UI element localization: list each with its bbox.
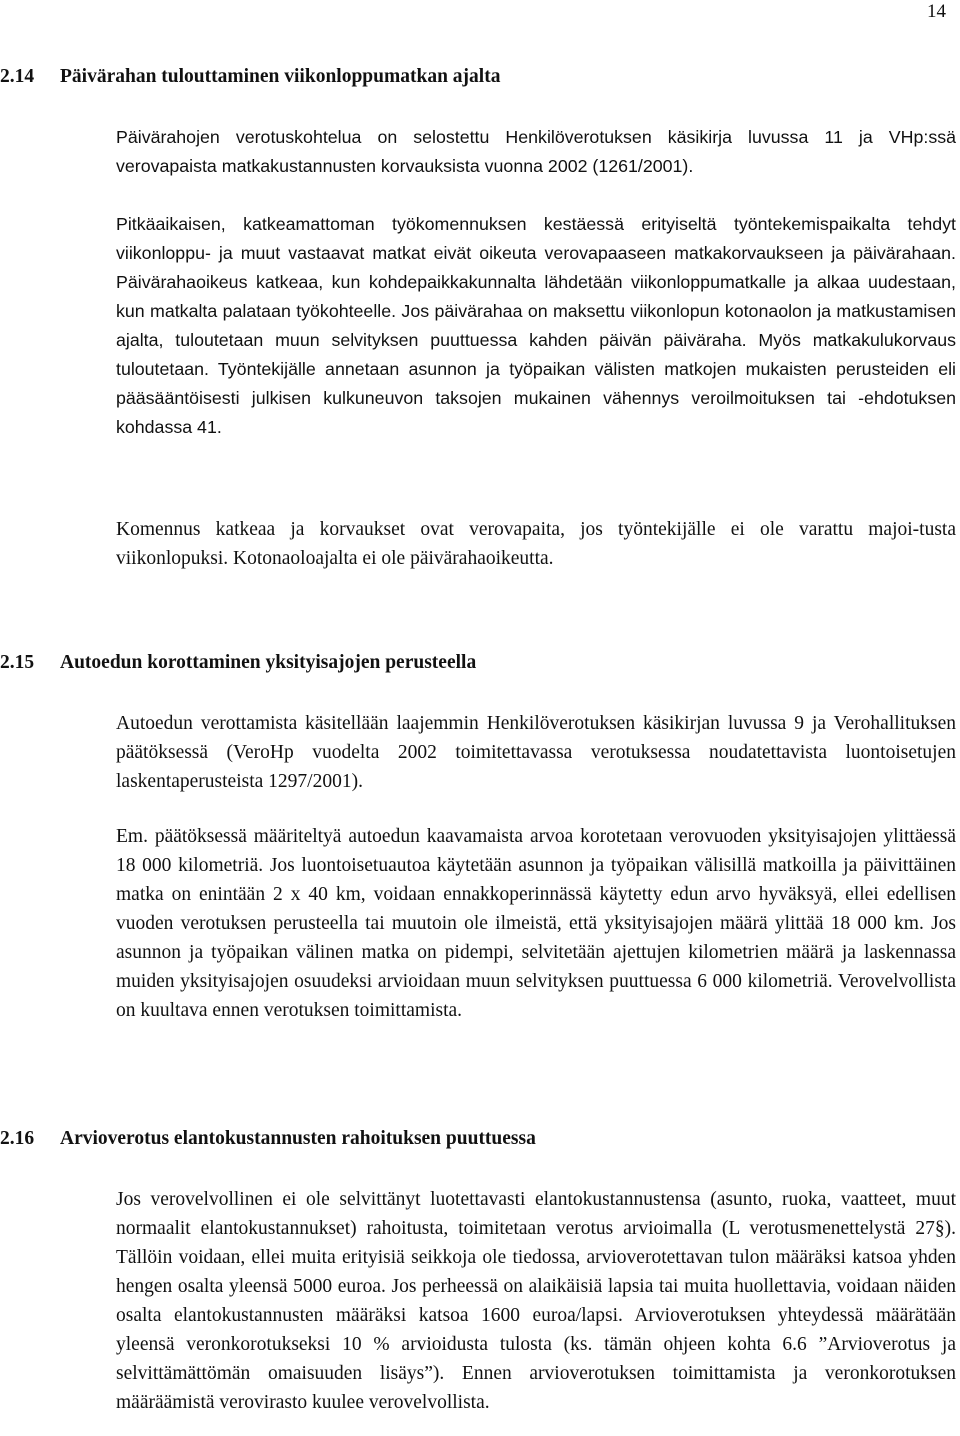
section-heading-2-14 [0, 64, 500, 90]
section-title: Arvioverotus elantokustannusten rahoituksen puuttuessa [60, 1128, 536, 1149]
section-title: Päivärahan tulouttaminen viikonloppumatkan ajalta [60, 66, 501, 87]
paragraph: Päivärahojen verotuskohtelua on selostettu Henkilöverotuksen käsikirja luvussa 11 ja VHp:ssä verovapaista matkakustannusten korvauksista vuonna 2002 (1261/2001). [116, 127, 956, 176]
section-heading-2-15 [0, 650, 476, 676]
paragraph: Jos verovelvollinen ei ole selvittänyt luotettavasti elantokustannustensa (asunto, ruoka, vaatteet, muut normaalit elantokustannukset) rahoitusta, toimitetaan verotus arvioimalla (L verotusmenettelystä 27§). Tällöin voidaan, ellei muita erityisiä seikkoja ole tiedossa, arvioverotettavan tulon määräksi katsoa yhden hengen osalta yleensä 5000 euroa. Jos perheessä on alaikäisiä lapsia tai muita huollettavia, voidaan näiden osalta elantokustannusten määräksi katsoa 1600 euroa/lapsi. Arvioverotuksen yhteydessä määrätään yleensä veronkorotukseksi 10 % arvioidusta tulosta (ks. tämän ohjeen kohta 6.6 ”Arvioverotus ja selvittämättömän omaisuuden lisäys”). Ennen arvioverotuksen toimittamista ja veronkorotuksen määräämistä verovirasto kuulee verovelvollista. [116, 1189, 956, 1413]
section-number: 2.16 [0, 1128, 35, 1149]
section-title: Autoedun korottaminen yksityisajojen perusteella [60, 652, 477, 673]
section-number: 2.15 [0, 652, 35, 673]
paragraph: Autoedun verottamista käsitellään laajemmin Henkilöverotuksen käsikirjan luvussa 9 ja Verohallituksen päätöksessä (VeroHp vuodelta 2002 toimitettavassa verotuksessa noudatettavista luontoisetujen laskentaperusteista 1297/2001). [116, 713, 956, 792]
section-number: 2.14 [0, 66, 35, 87]
paragraph: Pitkäaikaisen, katkeamattoman työkomennuksen kestäessä erityiseltä työntekemispaikalta tehdyt viikonloppu- ja muut vastaavat matkat eivät oikeuta verovapaaseen matkakorvaukseen ja päivärahaan. Päivärahaoikeus katkeaa, kun kohdepaikkakunnalta lähdetään viikonloppumatkalle ja alkaa uudestaan, kun matkalta palataan työkohteelle. Jos päivärahaa on maksettu viikonlopun kotonaolon ja matkustamisen ajalta, tuloutetaan muun selvityksen puuttuessa kahden päivän päiväraha. Myös matkakulukorvaus tuloutetaan. Työntekijälle annetaan asunnon ja työpaikan välisten matkojen mukaisten perusteiden eli pääsääntöisesti julkisen kulkuneuvon taksojen mukainen vähennys veroilmoituksen tai -ehdotuksen kohdassa 41. [116, 214, 956, 437]
paragraph: Em. päätöksessä määriteltyä autoedun kaavamaista arvoa korotetaan verovuoden yksityisajojen ylittäessä 18 000 kilometriä. Jos luontoisetuautoa käytetään asunnon ja työpaikan välisillä matkoilla ja päivittäinen matka on enintään 2 x 40 km, voidaan ennakkoperinnässä käytetty edun arvo hyväksyä, ellei edellisen vuoden verotuksen perusteella tai muutoin ole ilmeistä, että yksityisajojen määrä ylittää 18 000 km. Jos asunnon ja työpaikan välinen matka on pidempi, selvitetään ajettujen kilometrien määrä ja laskennassa muiden yksityisajojen osuudeksi arvioidaan muun selvityksen puuttuessa 6 000 kilometriä. Verovelvollista on kuultava ennen verotuksen toimittamista. [116, 826, 956, 1021]
paragraph: Komennus katkeaa ja korvaukset ovat verovapaita, jos työntekijälle ei ole varattu majoi-tusta viikonlopuksi. Kotonaoloajalta ei ole päivärahaoikeutta. [116, 519, 956, 569]
section-heading-2-16 [0, 1126, 536, 1152]
page-number: 14 [927, 1, 946, 22]
